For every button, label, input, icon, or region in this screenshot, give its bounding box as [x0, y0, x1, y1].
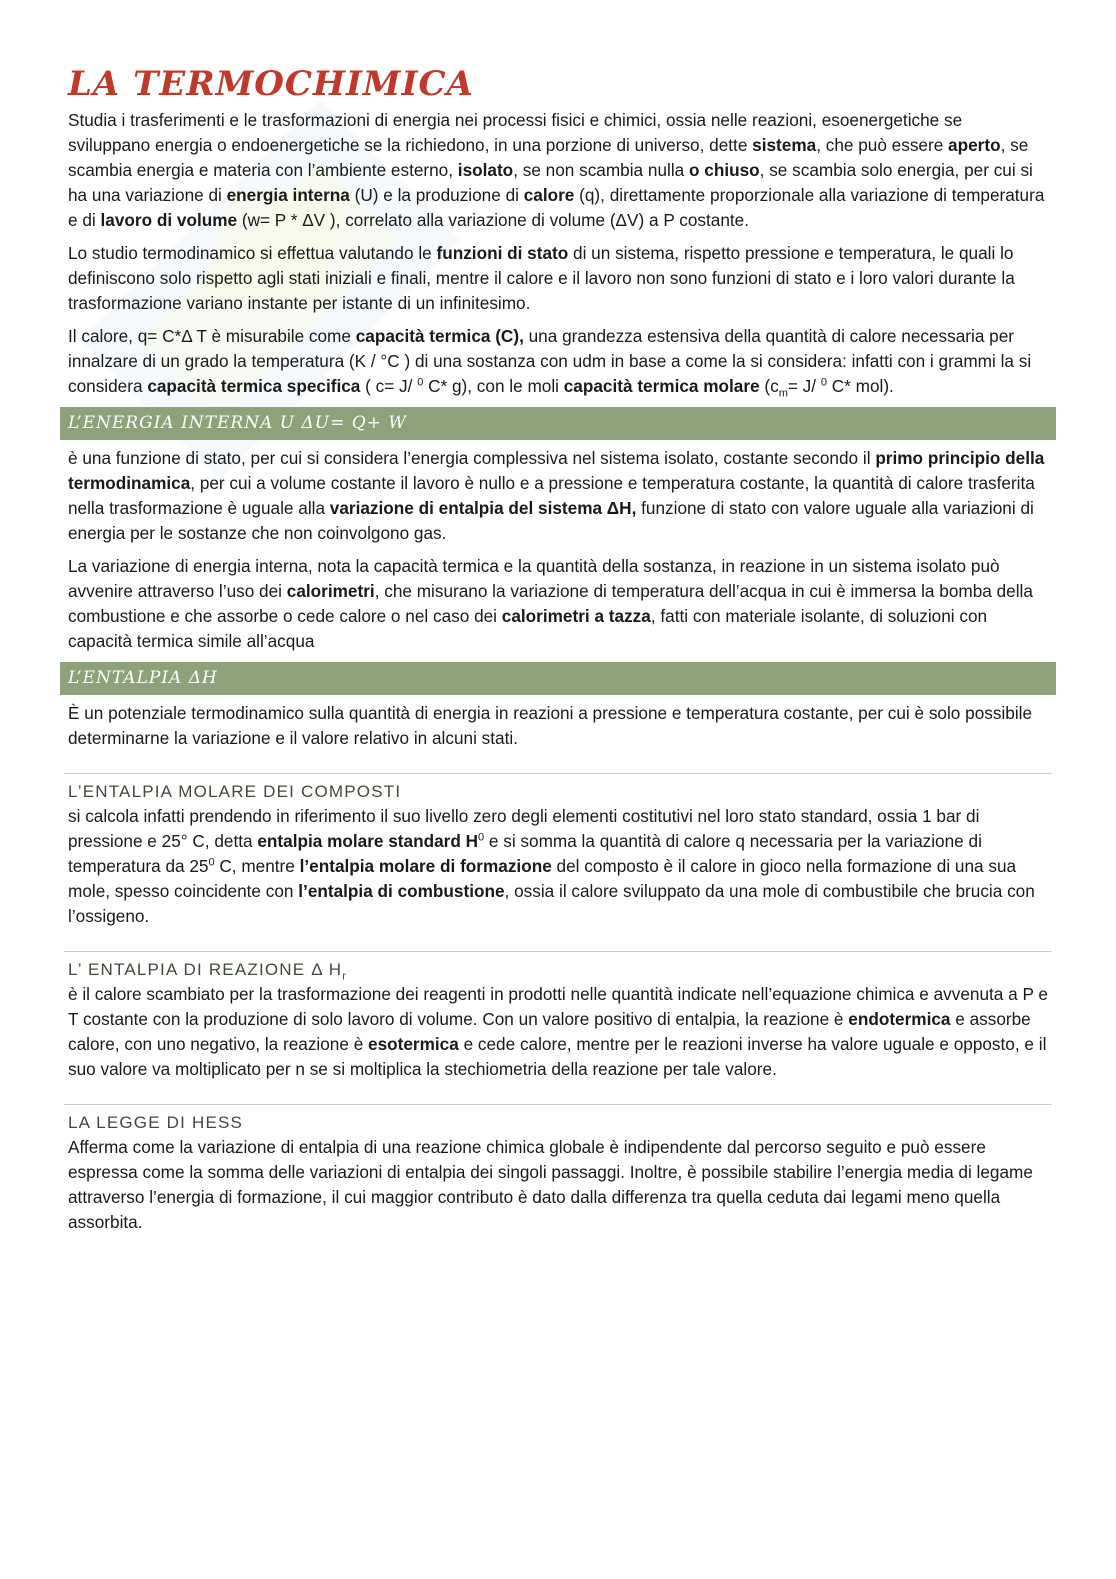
intro-paragraph-3: Il calore, q= C*Δ T è misurabile come capacità termica (C), una grandezza estensiva della quantità di calore necessaria per innalzare di un grado la temperatura (K / °C ) di una sostanza con udm in base a come la si considera: infatti con i grammi la si considera capacità termica specifica ( c= J/ $^0$ C* g), con le moli capacità termica molare ($c_m= J/$ $^0$ C* mol).: [68, 326, 1032, 400]
subheading-legge-hess: LA LEGGE DI HESS: [64, 1104, 1052, 1135]
page-title: LA TERMOCHIMICA: [68, 64, 474, 104]
intro-paragraph-2: Lo studio termodinamico si effettua valutando le funzioni di stato di un sistema, rispetto pressione e temperatura, le quali lo definiscono solo rispetto agli stati iniziali e finali, mentre il calore e il lavoro non sono funzioni di stato e i loro valori durante la trasformazione variano instante per istante di un infinitesimo.: [68, 243, 1015, 313]
energia-interna-paragraph-2: La variazione di energia interna, nota la capacità termica e la quantità della sostanza, in reazione in un sistema isolato può avvenire attraverso l’uso dei calorimetri, che misurano la variazione di temperatura dell’acqua in cui è immersa la bomba della combustione e che assorbe o cede calore o nel caso dei calorimetri a tazza, fatti con materiale isolante, di soluzioni con capacità termica simile all’acqua: [68, 556, 1033, 651]
subheading-entalpia-reazione: L’ ENTALPIA DI REAZIONE Δ $H_r$: [64, 951, 1052, 982]
energia-interna-paragraph-1: è una funzione di stato, per cui si considera l’energia complessiva nel sistema isolato, costante secondo il primo principio della termodinamica, per cui a volume costante il lavoro è nullo e a pressione e temperatura costante, la quantità di calore trasferita nella trasformazione è uguale alla variazione di entalpia del sistema ΔH, funzione di stato con valore uguale alla variazioni di energia per le sostanze che non coinvolgono gas.: [68, 448, 1045, 543]
section-heading-energia-interna: L’ENERGIA INTERNA U ΔU= Q+ W: [60, 407, 1056, 440]
section-heading-entalpia: L’ENTALPIA ΔH: [60, 662, 1056, 695]
entalpia-reazione-paragraph: è il calore scambiato per la trasformazione dei reagenti in prodotti nelle quantità indicate nell’equazione chimica e avvenuta a P e T costante con la produzione di solo lavoro di volume. Con un valore positivo di entalpia, la reazione è endotermica e assorbe calore, con uno negativo, la reazione è esotermica e cede calore, mentre per le reazioni inverse ha valore uguale e opposto, e il suo valore va moltiplicato per n se si moltiplica la stechiometria della reazione per tale valore.: [68, 984, 1048, 1079]
intro-paragraph-1: Studia i trasferimenti e le trasformazioni di energia nei processi fisici e chimici, ossia nelle reazioni, esoenergetiche se sviluppano energia o endoenergetiche se la richiedono, in una porzione di universo, dette sistema, che può essere aperto, se scambia energia e materia con l’ambiente esterno, isolato, se non scambia nulla o chiuso, se scambia solo energia, per cui si ha una variazione di energia interna (U) e la produzione di calore (q), direttamente proporzionale alla variazione di temperatura e di lavoro di volume (w= P * ΔV ), correlato alla variazione di volume (ΔV) a P costante.: [68, 110, 1045, 230]
entalpia-molare-paragraph: si calcola infatti prendendo in riferimento il suo livello zero degli elementi costitutivi nel loro stato standard, ossia 1 bar di pressione e 25° C, detta entalpia molare standard $H^0$ e si somma la quantità di calore q necessaria per la variazione di temperatura da $25^0$ C, mentre l’entalpia molare di formazione del composto è il calore in gioco nella formazione di una sua mole, spesso coincidente con l’entalpia di combustione, ossia il calore sviluppato da una mole di combustibile che brucia con l’ossigeno.: [68, 806, 1035, 926]
subheading-entalpia-molare: L’ENTALPIA MOLARE DEI COMPOSTI: [64, 773, 1052, 804]
legge-hess-paragraph: Afferma come la variazione di entalpia di una reazione chimica globale è indipendente dal percorso seguito e può essere espressa come la somma delle variazioni di entalpia dei singoli passaggi. Inoltre, è possibile stabilire l’energia media di legame attraverso l’energia di formazione, il cui maggior contributo è dato dalla differenza tra quella ceduta dai legami meno quella assorbita.: [68, 1137, 1033, 1232]
document-page: [60, 64, 1056, 1243]
entalpia-paragraph: È un potenziale termodinamico sulla quantità di energia in reazioni a pressione e temperatura costante, per cui è solo possibile determinarne la variazione e il valore relativo in alcuni stati.: [68, 703, 1033, 748]
